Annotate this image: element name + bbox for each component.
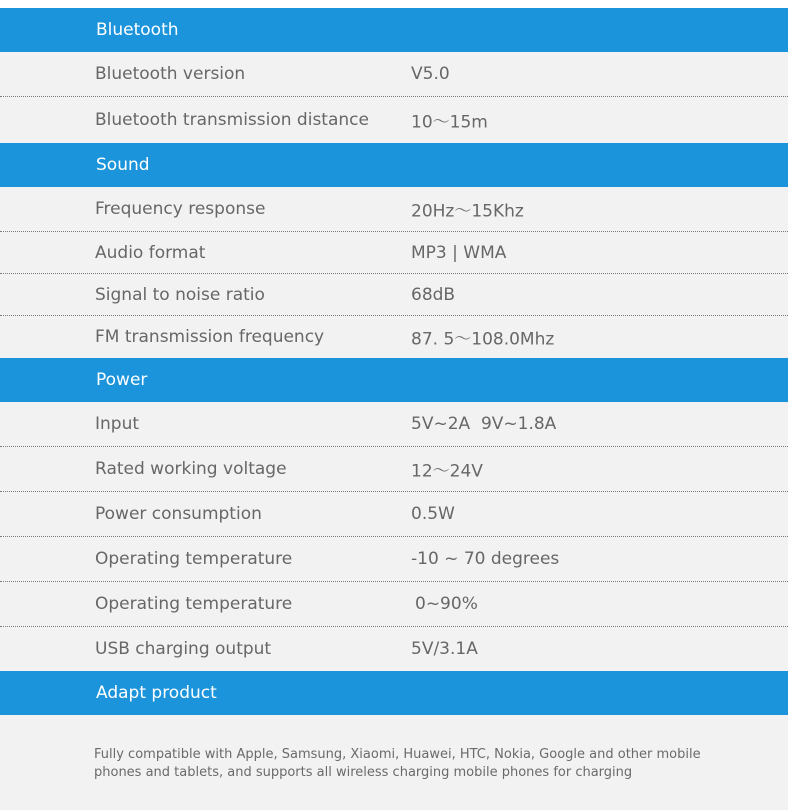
spec-label: Frequency response <box>95 199 266 219</box>
spec-label: Rated working voltage <box>95 459 287 479</box>
spec-row-bluetooth-distance <box>0 97 788 143</box>
spec-value: 0.5W <box>411 504 455 524</box>
section-header-sound: Sound <box>0 143 788 187</box>
spec-row-fm-frequency <box>0 316 788 358</box>
spec-value: V5.0 <box>411 64 450 84</box>
spec-row-power-consumption <box>0 492 788 536</box>
spec-label: Power consumption <box>95 504 262 524</box>
spec-row-audio-format <box>0 232 788 273</box>
spec-row-rated-voltage <box>0 447 788 491</box>
spec-value: 12～24V <box>411 461 483 482</box>
spec-row-usb-output <box>0 627 788 671</box>
spec-row-operating-humidity <box>0 582 788 626</box>
spec-value: -10 ~ 70 degrees <box>411 549 560 569</box>
section-header-adapt-product: Adapt product <box>0 671 788 715</box>
spec-value: 5V~2A 9V~1.8A <box>411 414 557 434</box>
spec-row-operating-temperature <box>0 537 788 581</box>
spec-label: FM transmission frequency <box>95 327 325 347</box>
spec-label: Bluetooth version <box>95 64 246 84</box>
spec-panel <box>0 8 788 810</box>
spec-row-frequency-response <box>0 187 788 231</box>
compatibility-description: Fully compatible with Apple, Samsung, Xiaomi, Huawei, HTC, Nokia, Google and other mobile phones and tablets, and supports all wireless charging mobile phones for charging <box>94 747 701 780</box>
spec-value: MP3 | WMA <box>411 242 507 263</box>
spec-label: Audio format <box>95 242 206 263</box>
spec-label: Bluetooth transmission distance <box>95 110 369 130</box>
spec-value: 10～15m <box>411 112 488 133</box>
spec-row-bluetooth-version <box>0 52 788 96</box>
section-header-power: Power <box>0 358 788 402</box>
spec-value: 5V/3.1A <box>411 639 478 659</box>
spec-label: Input <box>95 414 140 434</box>
spec-label: Operating temperature <box>95 594 293 614</box>
spec-value: 87. 5～108.0Mhz <box>411 329 555 350</box>
spec-value: 20Hz～15Khz <box>411 201 524 222</box>
spec-row-input <box>0 402 788 446</box>
spec-label: USB charging output <box>95 639 272 659</box>
section-header-bluetooth: Bluetooth <box>0 8 788 52</box>
spec-row-signal-noise <box>0 274 788 315</box>
spec-value: 0~90% <box>415 594 478 614</box>
spec-label: Operating temperature <box>95 549 293 569</box>
spec-label: Signal to noise ratio <box>95 284 265 305</box>
spec-value: 68dB <box>411 284 456 305</box>
